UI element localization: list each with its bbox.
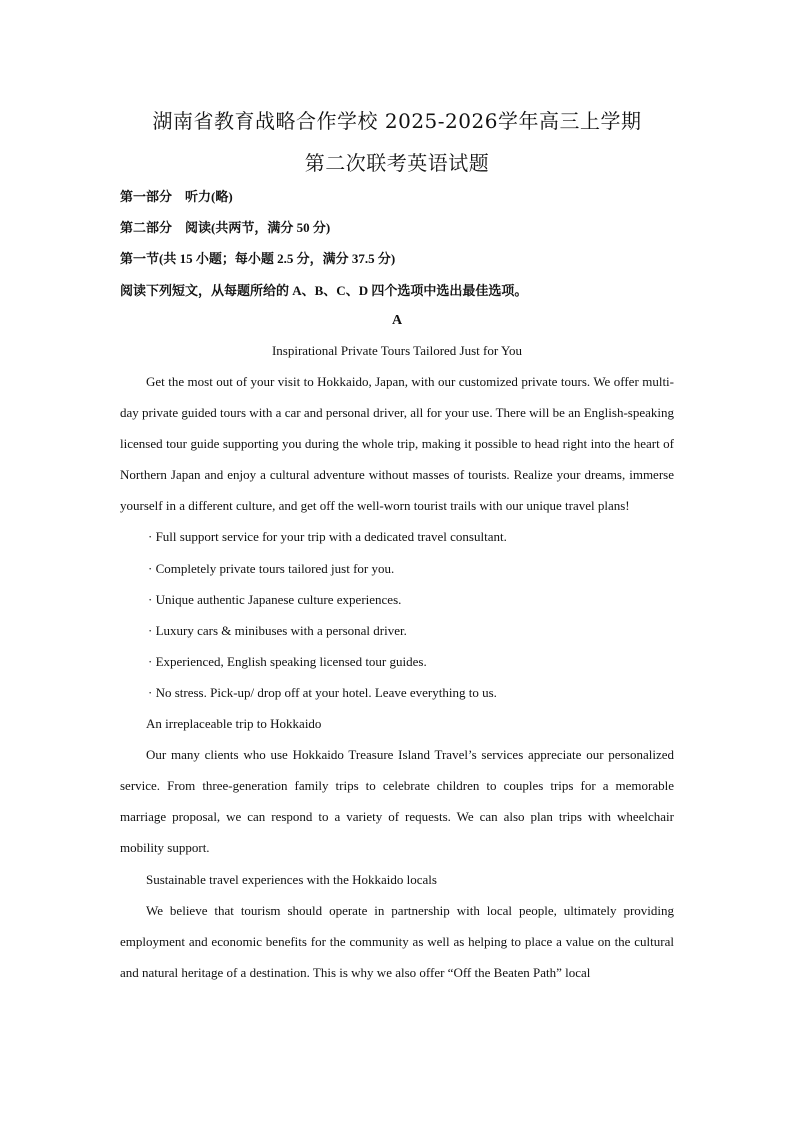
list-item: · Full support service for your trip with a dedicated travel consultant. [148, 529, 507, 545]
paragraph-1: Get the most out of your visit to Hokkaido, Japan, with our customized private tours. We offer multi-day private guided tours with a car and personal driver, all for your use. There will be an English-speaking licensed tour guide supporting you during the whole trip, making it possible to head right into the heart of Northern Japan and enjoy a cultural adventure without masses of tourists. Realize your dreams, immerse yourself in a different culture, and get off the well-worn tourist trails with our unique travel plans! [120, 374, 674, 514]
part-two-heading: 第二部分 阅读(共两节，满分 50 分) [120, 220, 331, 235]
exam-title: 湖南省教育战略合作学校 2025-2026学年高三上学期 [152, 109, 642, 133]
list-item: · Completely private tours tailored just for you. [148, 560, 395, 576]
list-item: · Unique authentic Japanese culture experiences. [148, 591, 402, 607]
subheading-2: Sustainable travel experiences with the Hokkaido locals [146, 871, 437, 887]
paragraph-2: Our many clients who use Hokkaido Treasure Island Travel’s services appreciate our personalized service. From three-generation family trips to celebrate children to couples trips for a memorable marriage proposal, we can respond to a variety of requests. We can also plan trips with wheelchair mobility support. [120, 747, 674, 856]
passage-letter: A [391, 313, 403, 328]
passage-title: Inspirational Private Tours Tailored Just for You [271, 343, 523, 358]
exam-subtitle: 第二次联考英语试题 [304, 151, 490, 175]
subheading-1: An irreplaceable trip to Hokkaido [146, 716, 322, 732]
part-one-heading: 第一部分 听力(略) [120, 189, 233, 204]
list-item: · Luxury cars & minibuses with a personal driver. [148, 622, 407, 638]
instruction-text: 阅读下列短文，从每题所给的 A、B、C、D 四个选项中选出最佳选项。 [120, 283, 528, 298]
paragraph-3: We believe that tourism should operate in partnership with local people, ultimately providing employment and economic benefits for the community as well as helping to place a value on the cultural and natural heritage of a destination. This is why we also offer “Off the Beaten Path” local [120, 902, 674, 980]
section-one-heading: 第一节(共 15 小题；每小题 2.5 分，满分 37.5 分) [120, 251, 396, 266]
list-item: · Experienced, English speaking licensed tour guides. [148, 653, 427, 669]
list-item: · No stress. Pick-up/ drop off at your hotel. Leave everything to us. [148, 684, 497, 700]
passage-body [120, 366, 674, 988]
